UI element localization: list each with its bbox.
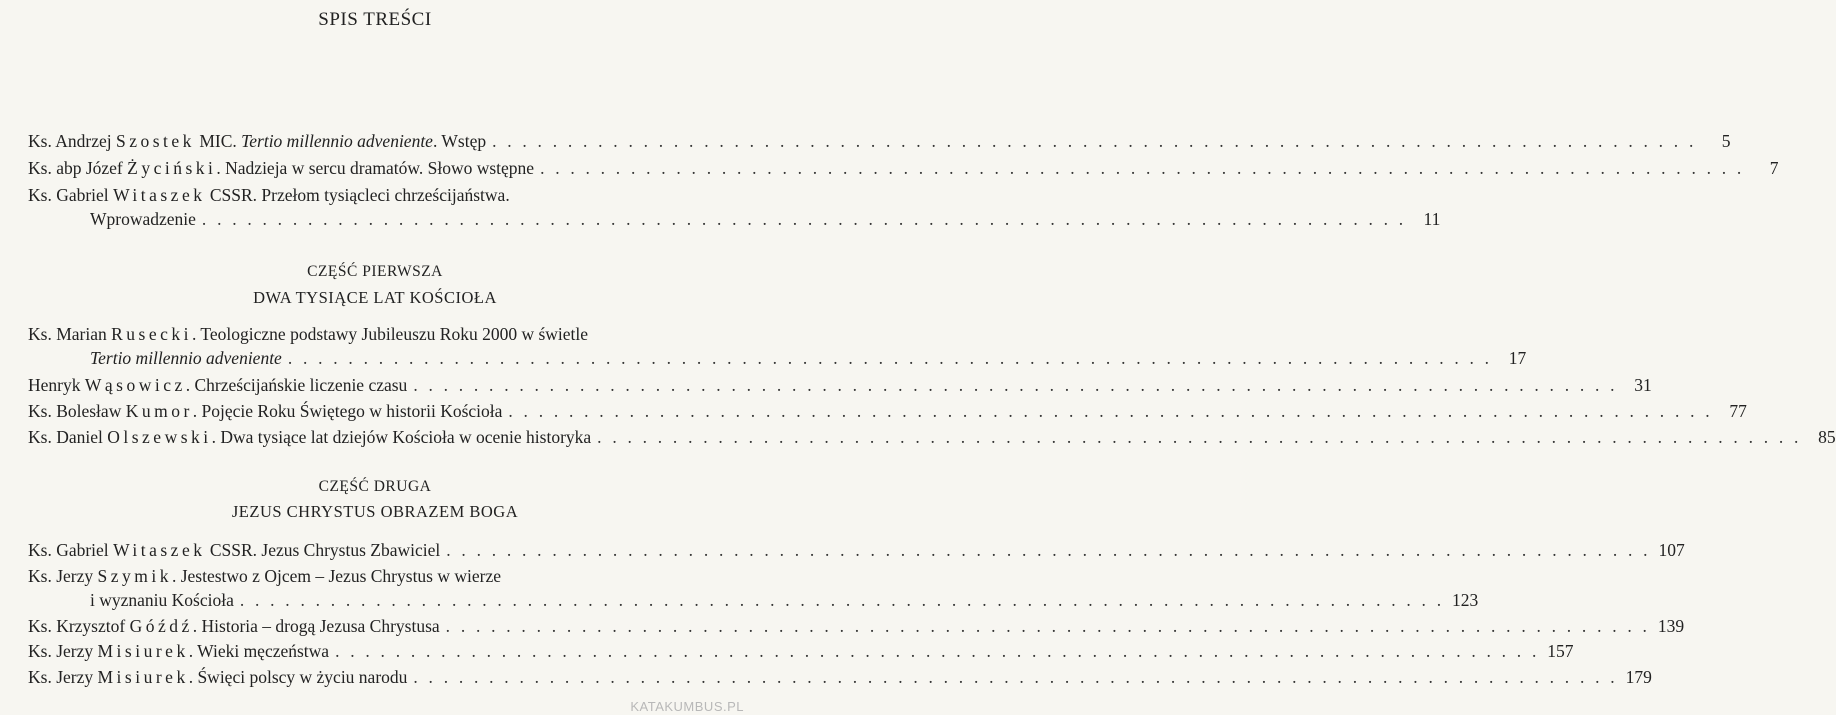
toc-entry[interactable]: Ks. Marian Rusecki. Teologiczne podstawy Jubileuszu Roku 2000 w świetle Tertio millennio adveniente . . . . . . . . . . . . . . . . . . . . . . . . . . . . . . . . . . . . . . . . . . . . . . . . . . . . . . . . . . . . . . . . . . . . . . . . . . . . . . . . 17	[28, 324, 1527, 368]
toc-entry[interactable]: Ks. abp Józef Życiński. Nadzieja w sercu dramatów. Słowo wstępne . . . . . . . . . . . . . . . . . . . . . . . . . . . . . . . . . . . . . . . . . . . . . . . . . . . . . . . . . . . . . . . . . . . . . . . . . . . . . . . . 7	[28, 158, 1779, 178]
page-number: 85	[1818, 427, 1836, 447]
toc-entry[interactable]: Ks. Jerzy Szymik. Jestestwo z Ojcem – Jezus Chrystus w wierze i wyznaniu Kościoła . . . . . . . . . . . . . . . . . . . . . . . . . . . . . . . . . . . . . . . . . . . . . . . . . . . . . . . . . . . . . . . . . . . . . . . . . . . . . . . . 123	[28, 566, 1479, 610]
page-number: 11	[1423, 209, 1441, 229]
page-number: 139	[1657, 616, 1685, 636]
leader-dots: . . . . . . . . . . . . . . . . . . . . . . . . . . . . . . . . . . . . . . . . . . . . . . . . . . . . . . . . . . . . . . . . . . . . . . . . . . . . . . . .	[597, 427, 1802, 447]
leader-dots: . . . . . . . . . . . . . . . . . . . . . . . . . . . . . . . . . . . . . . . . . . . . . . . . . . . . . . . . . . . . . . . . . . . . . . . . . . . . . . . .	[445, 616, 1651, 636]
author-name: Góźdź	[129, 616, 193, 636]
page-number: 179	[1625, 667, 1652, 687]
leader-dots: . . . . . . . . . . . . . . . . . . . . . . . . . . . . . . . . . . . . . . . . . . . . . . . . . . . . . . . . . . . . . . . . . . . . . . . . . . . . . . . .	[335, 641, 1540, 661]
leader-dots: . . . . . . . . . . . . . . . . . . . . . . . . . . . . . . . . . . . . . . . . . . . . . . . . . . . . . . . . . . . . . . . . . . . . . . . . . . . . . . . .	[446, 540, 1651, 560]
watermark: KATAKUMBUS.PL	[630, 699, 744, 714]
author-name: Szostek	[115, 131, 195, 151]
leader-dots: . . . . . . . . . . . . . . . . . . . . . . . . . . . . . . . . . . . . . . . . . . . . . . . . . . . . . . . . . . . . . . . . . . . . . . . . . . . . . . . .	[201, 209, 1407, 229]
leader-dots: . . . . . . . . . . . . . . . . . . . . . . . . . . . . . . . . . . . . . . . . . . . . . . . . . . . . . . . . . . . . . . . . . . . . . . . . . . . . . . . .	[287, 348, 1493, 368]
page-title: SPIS TREŚCI	[318, 9, 432, 30]
toc-entry[interactable]: Ks. Gabriel Witaszek CSSR. Jezus Chrystus Zbawiciel . . . . . . . . . . . . . . . . . . . . . . . . . . . . . . . . . . . . . . . . . . . . . . . . . . . . . . . . . . . . . . . . . . . . . . . . . . . . . . . . 107	[28, 540, 1685, 560]
author-name: Kumor	[125, 401, 193, 421]
part-title: JEZUS CHRYSTUS OBRAZEM BOGA	[231, 502, 519, 521]
page-number: 123	[1452, 590, 1479, 610]
page-number: 157	[1547, 641, 1574, 661]
page-number: 31	[1634, 375, 1652, 395]
toc-entry[interactable]: Ks. Krzysztof Góźdź. Historia – drogą Jezusa Chrystusa . . . . . . . . . . . . . . . . . . . . . . . . . . . . . . . . . . . . . . . . . . . . . . . . . . . . . . . . . . . . . . . . . . . . . . . . . . . . . . . . 139	[28, 616, 1685, 636]
toc-entry[interactable]: Ks. Jerzy Misiurek. Wieki męczeństwa . . . . . . . . . . . . . . . . . . . . . . . . . . . . . . . . . . . . . . . . . . . . . . . . . . . . . . . . . . . . . . . . . . . . . . . . . . . . . . . . 157	[28, 641, 1574, 661]
toc-entry[interactable]: Henryk Wąsowicz. Chrześcijańskie liczenie czasu . . . . . . . . . . . . . . . . . . . . . . . . . . . . . . . . . . . . . . . . . . . . . . . . . . . . . . . . . . . . . . . . . . . . . . . . . . . . . . . . 31	[28, 375, 1652, 395]
page-number: 107	[1658, 540, 1685, 560]
author-name: Olszewski	[107, 427, 212, 447]
part-title: DWA TYSIĄCE LAT KOŚCIOŁA	[253, 288, 497, 307]
toc-entry[interactable]: Ks. Jerzy Misiurek. Święci polscy w życiu narodu . . . . . . . . . . . . . . . . . . . . . . . . . . . . . . . . . . . . . . . . . . . . . . . . . . . . . . . . . . . . . . . . . . . . . . . . . . . . . . . . 179	[28, 667, 1652, 687]
page-number: 17	[1508, 348, 1527, 368]
leader-dots: . . . . . . . . . . . . . . . . . . . . . . . . . . . . . . . . . . . . . . . . . . . . . . . . . . . . . . . . . . . . . . . . . . . . . . . . . . . . . . . .	[413, 375, 1618, 395]
toc-entry[interactable]: Ks. Andrzej Szostek MIC. Tertio millennio adveniente. Wstęp . . . . . . . . . . . . . . . . . . . . . . . . . . . . . . . . . . . . . . . . . . . . . . . . . . . . . . . . . . . . . . . . . . . . . . . . . . . . . . . . 5	[28, 131, 1731, 151]
author-name: Rusecki	[111, 324, 192, 344]
part-label: CZĘŚĆ DRUGA	[318, 478, 432, 495]
author-name: Misiurek	[97, 641, 189, 661]
page-number: 7	[1769, 158, 1779, 178]
author-name: Misiurek	[97, 667, 189, 687]
toc-entry[interactable]: Ks. Bolesław Kumor. Pojęcie Roku Świętego w historii Kościoła . . . . . . . . . . . . . . . . . . . . . . . . . . . . . . . . . . . . . . . . . . . . . . . . . . . . . . . . . . . . . . . . . . . . . . . . . . . . . . . . 77	[28, 401, 1747, 421]
author-name: Wąsowicz	[84, 375, 186, 395]
leader-dots: . . . . . . . . . . . . . . . . . . . . . . . . . . . . . . . . . . . . . . . . . . . . . . . . . . . . . . . . . . . . . . . . . . . . . . . . . . . . . . . .	[540, 158, 1745, 178]
leader-dots: . . . . . . . . . . . . . . . . . . . . . . . . . . . . . . . . . . . . . . . . . . . . . . . . . . . . . . . . . . . . . . . . . . . . . . . . . . . . . . . .	[239, 590, 1445, 610]
page-number: 5	[1721, 131, 1731, 151]
leader-dots: . . . . . . . . . . . . . . . . . . . . . . . . . . . . . . . . . . . . . . . . . . . . . . . . . . . . . . . . . . . . . . . . . . . . . . . . . . . . . . . .	[508, 401, 1713, 421]
author-name: Życiński	[127, 158, 217, 178]
author-name: Witaszek	[113, 540, 206, 560]
part-label: CZĘŚĆ PIERWSZA	[307, 263, 443, 280]
author-name: Szymik	[97, 566, 172, 586]
leader-dots: . . . . . . . . . . . . . . . . . . . . . . . . . . . . . . . . . . . . . . . . . . . . . . . . . . . . . . . . . . . . . . . . . . . . . . . . . . . . . . . .	[413, 667, 1618, 687]
leader-dots: . . . . . . . . . . . . . . . . . . . . . . . . . . . . . . . . . . . . . . . . . . . . . . . . . . . . . . . . . . . . . . . . . . . . . . . . . . . . . . . .	[492, 131, 1697, 151]
author-name: Witaszek	[113, 185, 206, 205]
toc-entry[interactable]: Ks. Gabriel Witaszek CSSR. Przełom tysiącleci chrześcijaństwa. Wprowadzenie . . . . . . . . . . . . . . . . . . . . . . . . . . . . . . . . . . . . . . . . . . . . . . . . . . . . . . . . . . . . . . . . . . . . . . . . . . . . . . . . 11	[28, 185, 1441, 229]
page-number: 77	[1729, 401, 1747, 421]
toc-entry[interactable]: Ks. Daniel Olszewski. Dwa tysiące lat dziejów Kościoła w ocenie historyka . . . . . . . . . . . . . . . . . . . . . . . . . . . . . . . . . . . . . . . . . . . . . . . . . . . . . . . . . . . . . . . . . . . . . . . . . . . . . . . . 85	[28, 427, 1836, 447]
